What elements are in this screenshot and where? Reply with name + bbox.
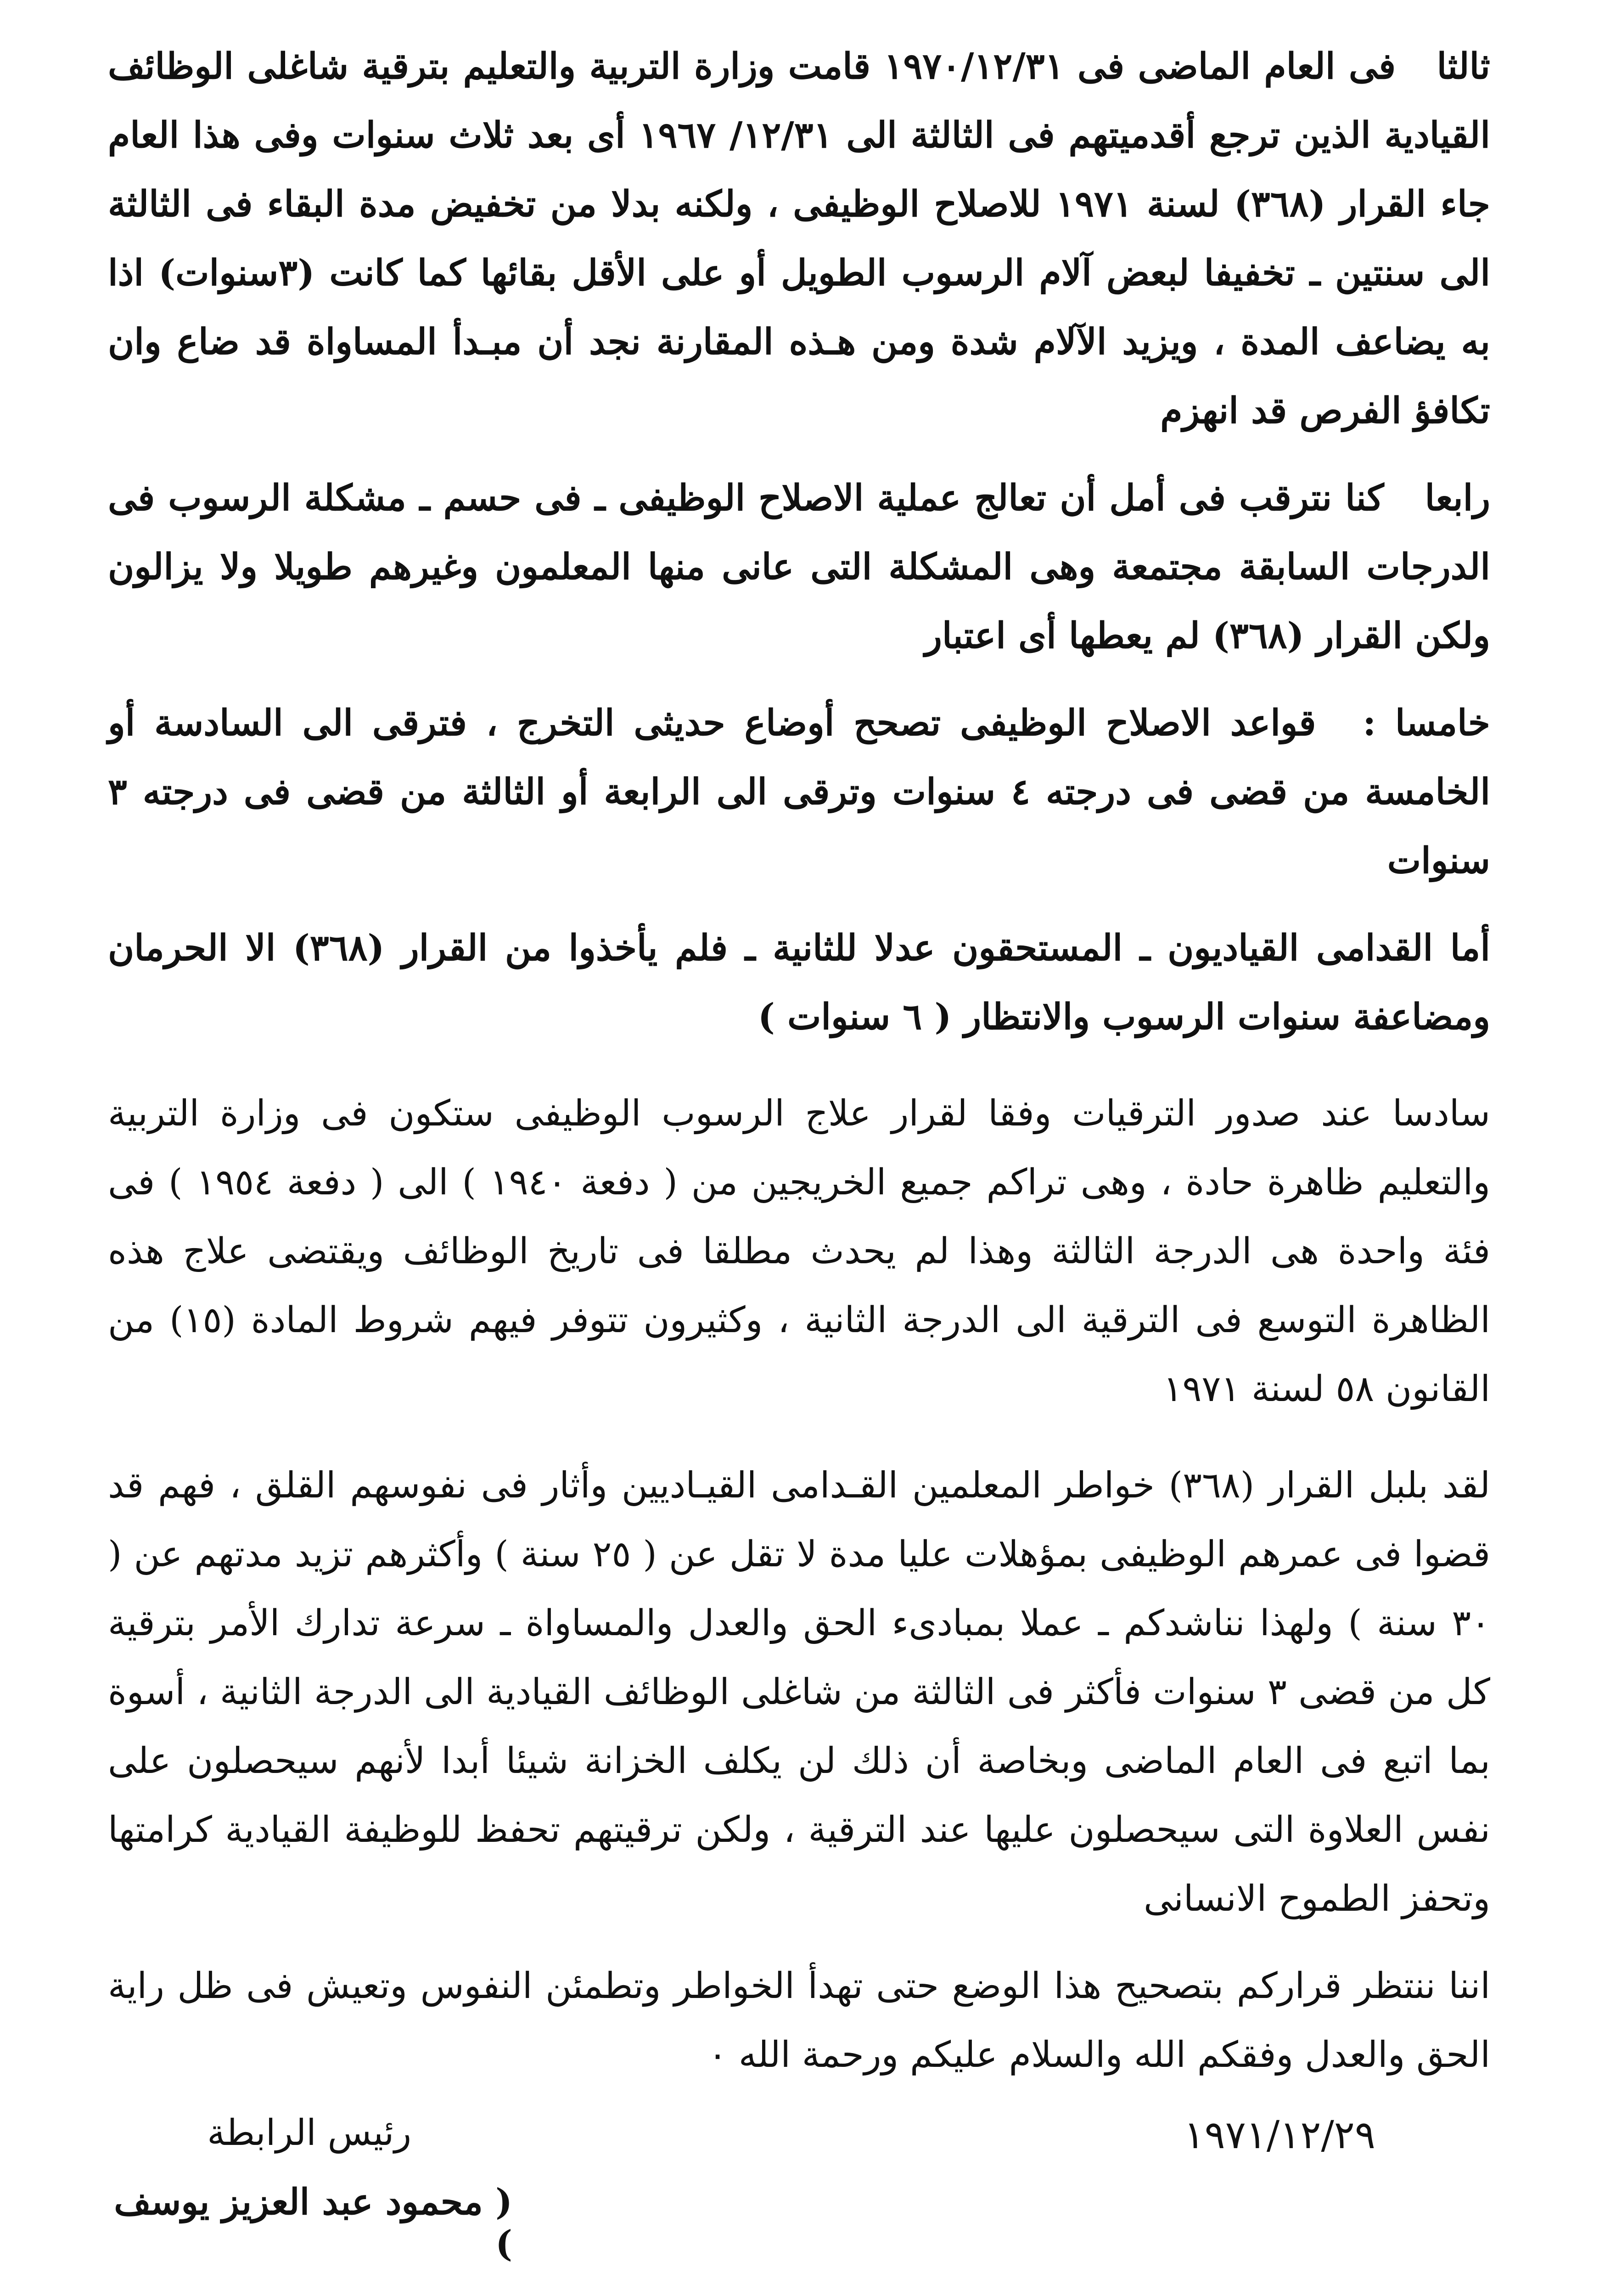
- paragraph-closing: [108, 1952, 1490, 2089]
- paragraph-fourth: [108, 464, 1490, 670]
- signature-block: [108, 2112, 1490, 2265]
- paragraph-text: كنا نترقب فى أمل أن تعالج عملية الاصلاح الوظيفى ـ فى حسم ـ مشكلة الرسوب فى الدرجات السابقة مجتمعة وهى المشكلة التى عانى منها المعلمون وغيرهم طويلا ولا يزالون ولكن القرار (٣٦٨) لم يعطها أى اعتبار: [108, 477, 1490, 657]
- paragraph-third: [108, 32, 1490, 445]
- paragraph-text: اننا ننتظر قراركم بتصحيح هذا الوضع حتى تهدأ الخواطر وتطمئن النفوس وتعيش فى ظل راية الحق والعدل وفقكم الله والسلام عليكم ورحمة الله ٠: [108, 1965, 1490, 2076]
- paragraph-text: لقد بلبل القرار (٣٦٨) خواطر المعلمين القـدامى القيـاديين وأثار فى نفوسهم القلق ، فهم قد قضوا فى عمرهم الوظيفى بمؤهلات عليا مدة لا تقل عن ( ٢٥ سنة ) وأكثرهم تزيد مدتهم عن ( ٣٠ سنة ) ولهذا نناشدكم ـ عملا بمبادىء الحق والعدل والمساواة ـ سرعة تدارك الأمر بترقية كل من قضى ٣ سنوات فأكثر فى الثالثة من شاغلى الوظائف القيادية الى الدرجة الثانية ، أسوة بما اتبع فى العام الماضى وبخاصة أن ذلك لن يكلف الخزانة شيئا أبدا لأنهم سيحصلون على نفس العلاوة التى سيحصلون عليها عند الترقية ، ولكن ترقيتهم تحفظ للوظيفة القيادية كرامتها وتحفز الطموح الانسانى: [108, 1465, 1491, 1919]
- paragraph-heading: رابعا: [1425, 477, 1490, 519]
- paragraph-heading: ثالثا: [1437, 45, 1490, 87]
- paragraph-appeal: [108, 1451, 1490, 1933]
- paragraph-text: سادسا عند صدور الترقيات وفقا لقرار علاج الرسوب الوظيفى ستكون فى وزارة التربية والتعليم ظاهرة حادة ، وهى تراكم جميع الخريجين من ( دفعة ١٩٤٠ ) الى ( دفعة ١٩٥٤ ) فى فئة واحدة هى الدرجة الثالثة وهذا لم يحدث مطلقا فى تاريخ الوظائف ويقتضى علاج هذه الظاهرة التوسع فى الترقية الى الدرجة الثانية ، وكثيرون تتوفر فيهم شروط المادة (١٥) من القانون ٥٨ لسنة ١٩٧١: [108, 1093, 1490, 1410]
- paragraph-text: فى العام الماضى فى ١٩٧٠/١٢/٣١ قامت وزارة التربية والتعليم بترقية شاغلى الوظائف القيادية الذين ترجع أقدميتهم فى الثالثة الى ١٢/٣١/ ١٩٦٧ أى بعد ثلاث سنوات وفى هذا العام جاء القرار (٣٦٨) لسنة ١٩٧١ للاصلاح الوظيفى ، ولكنه بدلا من تخفيض مدة البقاء فى الثالثة الى سنتين ـ تخفيفا لبعض آلام الرسوب الطويل أو على الأقل بقائها كما كانت (٣سنوات) اذا به يضاعف المدة ، ويزيد الآلام شدة ومن هـذه المقارنة نجد أن مبـدأ المساواة قد ضاع وان تكافؤ الفرص قد انهزم: [108, 45, 1490, 432]
- paragraph-text: أما القدامى القياديون ـ المستحقون عدلا للثانية ـ فلم يأخذوا من القرار (٣٦٨) الا الحرمان ومضاعفة سنوات الرسوب والانتظار ( ٦ سنوات ): [108, 927, 1490, 1038]
- paragraph-heading: خامسا :: [1363, 702, 1491, 744]
- paragraph-fifth: [108, 689, 1490, 895]
- signature-title: رئيس الرابطة: [207, 2112, 411, 2154]
- paragraph-sixth: [108, 1079, 1490, 1424]
- signature-name: ( محمود عبد العزيز يوسف ): [114, 2181, 512, 2265]
- signature-date: ١٩٧١/١٢/٢٩: [1184, 2112, 1375, 2157]
- paragraph-senior-leaders: [108, 914, 1490, 1052]
- paragraph-text: قواعد الاصلاح الوظيفى تصحح أوضاع حديثى التخرج ، فترقى الى السادسة أو الخامسة من قضى فى درجته ٤ سنوات وترقى الى الرابعة أو الثالثة من قضى فى درجته ٣ سنوات: [108, 702, 1490, 882]
